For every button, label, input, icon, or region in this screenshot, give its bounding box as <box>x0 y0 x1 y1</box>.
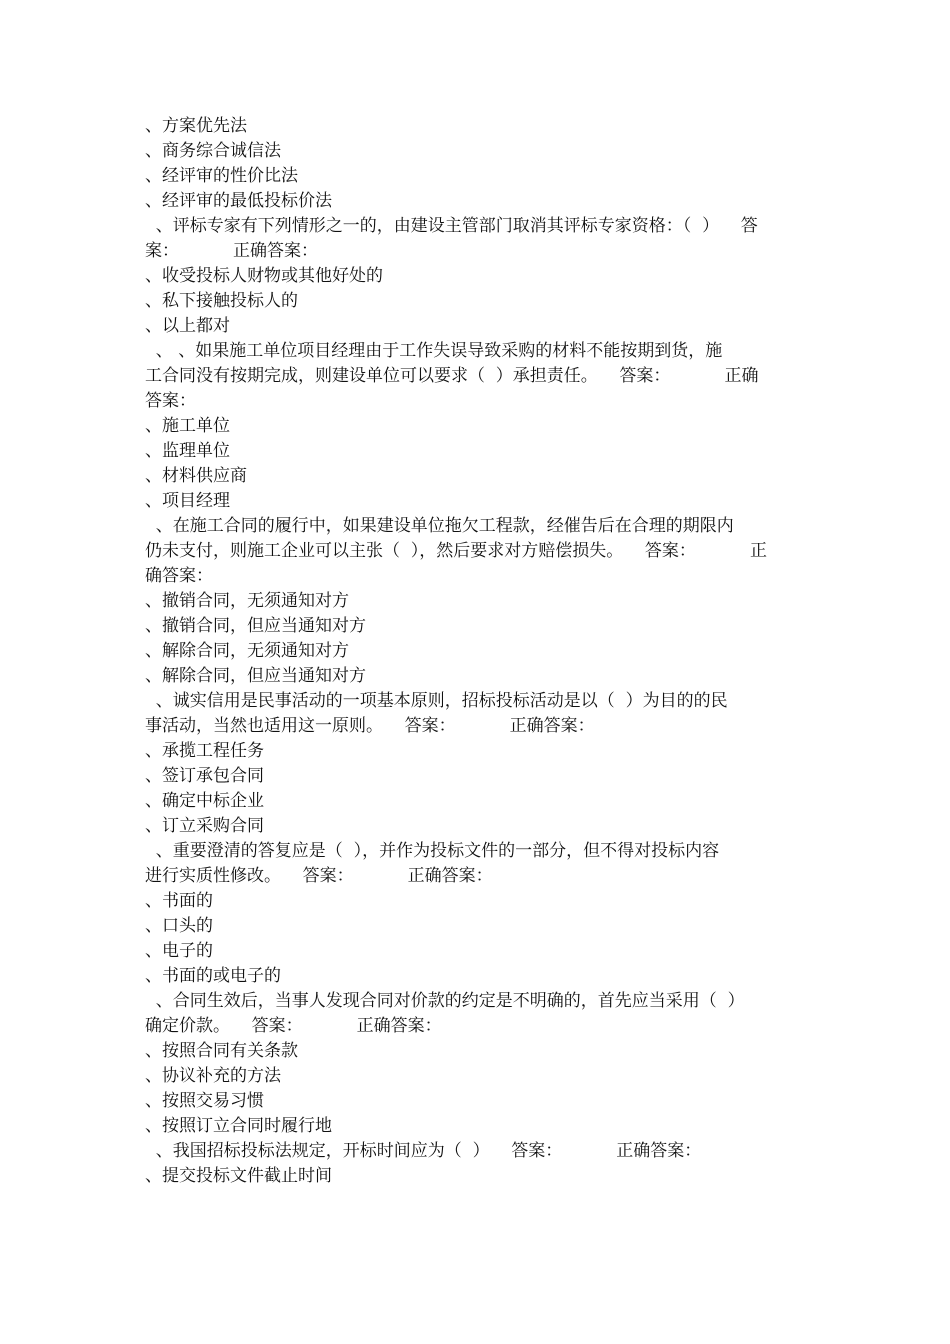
option: 、材料供应商 <box>145 466 247 486</box>
question-text: 答案： <box>145 391 196 411</box>
question-text: 进行实质性修改。 答案： 正确答案： <box>145 866 493 886</box>
option: 、商务综合诚信法 <box>145 141 281 161</box>
question-text: 确定价款。 答案： 正确答案： <box>145 1016 442 1036</box>
option: 、经评审的最低投标价法 <box>145 191 332 211</box>
option: 、签订承包合同 <box>145 766 264 786</box>
option: 、按照交易习惯 <box>145 1091 264 1111</box>
question-1 <box>145 214 807 339</box>
option: 、书面的或电子的 <box>145 966 281 986</box>
option: 、监理单位 <box>145 441 230 461</box>
option: 、电子的 <box>145 941 213 961</box>
option: 、协议补充的方法 <box>145 1066 281 1086</box>
question-text: 、 、如果施工单位项目经理由于工作失误导致采购的材料不能按期到货，施 <box>145 341 723 361</box>
option: 、订立采购合同 <box>145 816 264 836</box>
question-3 <box>145 514 807 689</box>
option: 、私下接触投标人的 <box>145 291 298 311</box>
question-text: 案： 正确答案： <box>145 241 319 261</box>
question-text: 、评标专家有下列情形之一的，由建设主管部门取消其评标专家资格：（ ） 答 <box>145 216 758 236</box>
option: 、经评审的性价比法 <box>145 166 298 186</box>
option: 、按照订立合同时履行地 <box>145 1116 332 1136</box>
option: 、按照合同有关条款 <box>145 1041 298 1061</box>
document-page <box>145 114 807 1189</box>
question-text: 工合同没有按期完成，则建设单位可以要求（ ）承担责任。 答案： 正确 <box>145 366 759 386</box>
question-6 <box>145 989 807 1139</box>
option: 、撤销合同，无须通知对方 <box>145 591 349 611</box>
question-text: 仍未支付，则施工企业可以主张（ ），然后要求对方赔偿损失。 答案： 正 <box>145 541 767 561</box>
question-2 <box>145 339 807 514</box>
question-text: 、重要澄清的答复应是（ ），并作为投标文件的一部分，但不得对投标内容 <box>145 841 720 861</box>
option: 、承揽工程任务 <box>145 741 264 761</box>
question-text: 、我国招标投标法规定，开标时间应为（ ） 答案： 正确答案： <box>145 1141 702 1161</box>
option: 、提交投标文件截止时间 <box>145 1166 332 1186</box>
option: 、书面的 <box>145 891 213 911</box>
option: 、口头的 <box>145 916 213 936</box>
option: 、项目经理 <box>145 491 230 511</box>
option: 、以上都对 <box>145 316 230 336</box>
question-text: 、诚实信用是民事活动的一项基本原则，招标投标活动是以（ ）为目的的民 <box>145 691 728 711</box>
option: 、方案优先法 <box>145 116 247 136</box>
option: 、收受投标人财物或其他好处的 <box>145 266 383 286</box>
option: 、解除合同，但应当通知对方 <box>145 666 366 686</box>
question-0 <box>145 114 807 214</box>
question-text: 、在施工合同的履行中，如果建设单位拖欠工程款，经催告后在合理的期限内 <box>145 516 734 536</box>
option: 、施工单位 <box>145 416 230 436</box>
question-text: 确答案： <box>145 566 213 586</box>
question-4 <box>145 689 807 839</box>
question-7 <box>145 1139 807 1189</box>
option: 、撤销合同，但应当通知对方 <box>145 616 366 636</box>
option: 、确定中标企业 <box>145 791 264 811</box>
question-text: 事活动，当然也适用这一原则。 答案： 正确答案： <box>145 716 595 736</box>
question-5 <box>145 839 807 989</box>
option: 、解除合同，无须通知对方 <box>145 641 349 661</box>
question-text: 、合同生效后，当事人发现合同对价款的约定是不明确的，首先应当采用（ ） <box>145 991 745 1011</box>
